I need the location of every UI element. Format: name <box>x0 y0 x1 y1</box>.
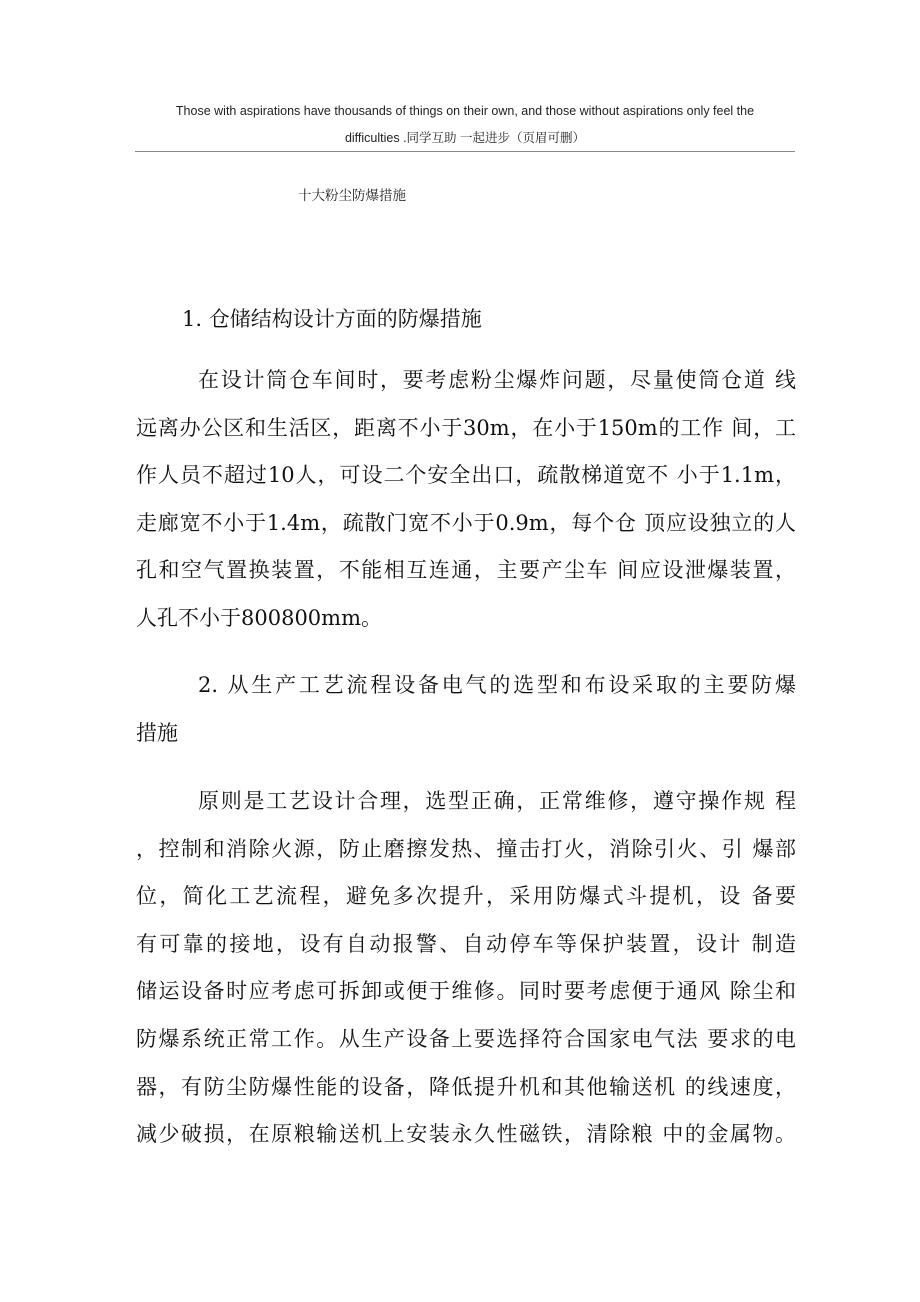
section-2-heading-line-2: 措施 <box>136 720 178 745</box>
section-1-heading: 1. 仓储结构设计方面的防爆措施 <box>182 307 482 331</box>
paragraph-line: 储运设备时应考虑可拆卸或便于维修。同时要考虑便于通风 除尘和 <box>136 979 796 1004</box>
paragraph-line: 减少破损，在原粮输送机上安装永久性磁铁，清除粮 中的金属物。 <box>136 1122 796 1147</box>
section-2-heading <box>136 662 796 757</box>
paragraph-line: 防爆系统正常工作。从生产设备上要选择符合国家电气法 要求的电 <box>136 1026 796 1051</box>
paragraph-line: 人孔不小于800800mm。 <box>136 605 382 630</box>
page-header <box>135 98 795 152</box>
header-divider <box>135 151 795 152</box>
paragraph-line: 原则是工艺设计合理，选型正确，正常维修，遵守操作规 程 <box>198 789 796 813</box>
paragraph-line: ，控制和消除火源，防止磨擦发热、撞击打火，消除引火、引 爆部 <box>136 836 796 861</box>
section-1-paragraph <box>136 357 796 643</box>
section-2-paragraph <box>136 778 796 1159</box>
paragraph-line: 走廊宽不小于1.4m，疏散门宽不小于0.9m，每个仓 顶应设独立的人 <box>136 510 796 535</box>
paragraph-line: 孔和空气置换装置，不能相互连通，主要产尘车 间应设泄爆装置， <box>136 558 796 583</box>
paragraph-line: 器，有防尘防爆性能的设备，降低提升机和其他输送机 的线速度， <box>136 1074 796 1099</box>
section-2-heading-line-1: 2. 从生产工艺流程设备电气的选型和布设采取的主要防爆 <box>198 673 796 697</box>
paragraph-line: 远离办公区和生活区，距离不小于30m，在小于150m的工作 间，工 <box>136 415 796 440</box>
paragraph-line: 作人员不超过10人，可设二个安全出口，疏散梯道宽不 小于1.1m， <box>136 463 796 488</box>
paragraph-line: 位，简化工艺流程，避免多次提升，采用防爆式斗提机，设 备要 <box>136 884 796 909</box>
header-line-2: difficulties .同学互助 一起进步（页眉可删） <box>344 131 586 145</box>
paragraph-line: 在设计筒仓车间时，要考虑粉尘爆炸问题，尽量使筒仓道 线 <box>198 368 796 392</box>
paragraph-line: 有可靠的接地，设有自动报警、自动停车等保护装置，设计 制造 <box>136 931 796 956</box>
header-line-1: Those with aspirations have thousands of things on their own, and those without aspirations only feel the <box>175 104 755 118</box>
section-1 <box>136 296 796 344</box>
document-title: 十大粉尘防爆措施 <box>298 188 406 204</box>
